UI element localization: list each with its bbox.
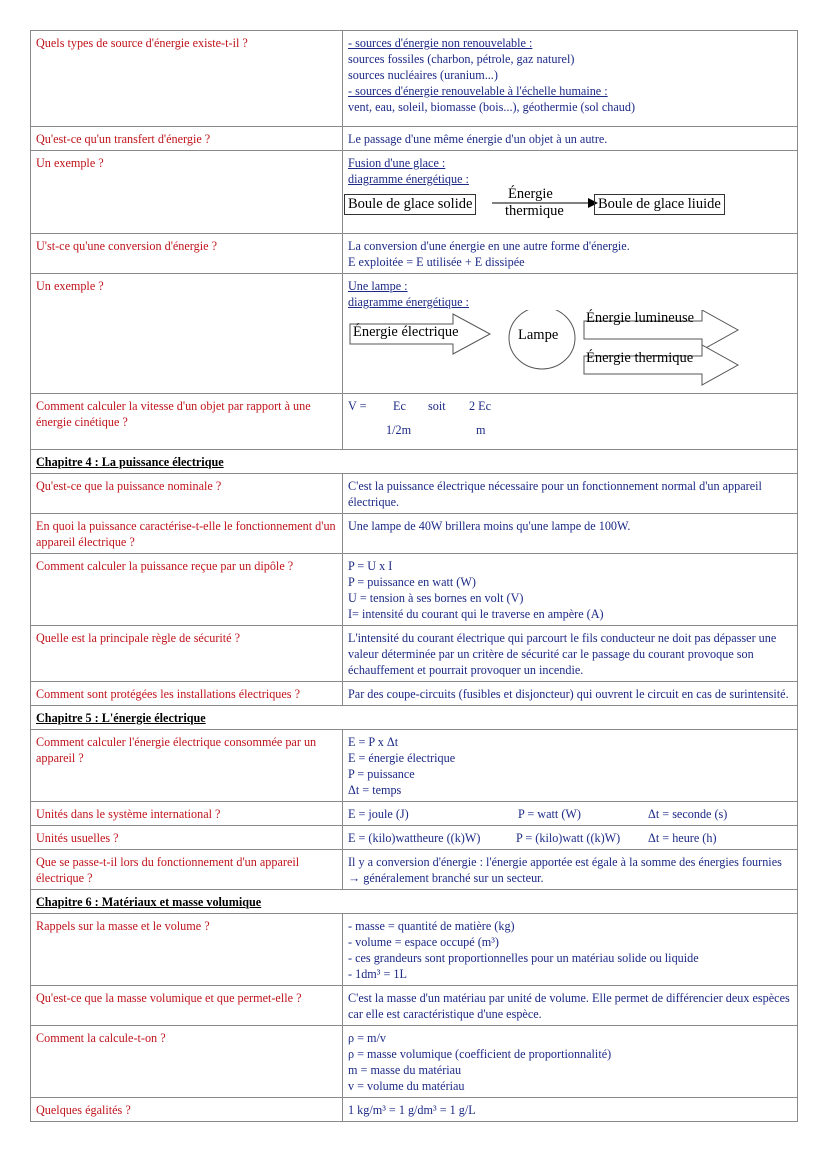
answer-cell: Par des coupe-circuits (fusibles et disjoncteur) qui ouvrent le circuit en cas de surintensité. (343, 682, 798, 706)
answer-line: ρ = m/v (348, 1031, 387, 1045)
question-cell: Unités dans le système international ? (31, 802, 343, 826)
answer-line: U = tension à ses bornes en volt (V) (348, 591, 524, 605)
answer-line: Δt = temps (348, 783, 402, 797)
chapter-heading: Chapitre 5 : L'énergie électrique (31, 706, 798, 730)
formula-part: 1/2m (386, 423, 412, 437)
question-cell: Comment calculer la vitesse d'un objet par rapport à une énergie cinétique ? (31, 394, 343, 450)
table-row (31, 826, 798, 850)
question-cell: Qu'est-ce que la puissance nominale ? (31, 474, 343, 514)
answer-cell (343, 802, 798, 826)
answer-cell (343, 850, 798, 890)
question-cell: Quels types de source d'énergie existe-t-il ? (31, 31, 343, 127)
question-cell: Quelques égalités ? (31, 1098, 343, 1122)
answer-line: diagramme énergétique : (348, 172, 469, 186)
question-cell: Un exemple ? (31, 274, 343, 394)
answer-line: Fusion d'une glace : (348, 156, 446, 170)
revision-table (30, 30, 798, 1122)
answer-line: E = P x Δt (348, 735, 399, 749)
formula-part: m (476, 423, 486, 437)
answer-cell: Le passage d'une même énergie d'un objet à un autre. (343, 127, 798, 151)
unit-value: E = (kilo)wattheure ((k)W) (348, 831, 481, 845)
chapter-heading: Chapitre 4 : La puissance électrique (31, 450, 798, 474)
unit-value: E = joule (J) (348, 807, 409, 821)
question-cell: Rappels sur la masse et le volume ? (31, 914, 343, 986)
answer-line: - ces grandeurs sont proportionnelles pour un matériau solide ou liquide (348, 951, 699, 965)
answer-line: La conversion d'une énergie en une autre forme d'énergie. (348, 239, 630, 253)
answer-cell (343, 1026, 798, 1098)
answer-line: m = masse du matériau (348, 1063, 462, 1077)
unit-value: P = (kilo)watt ((k)W) (516, 831, 621, 845)
conversion-arrows (348, 310, 793, 390)
diagram-box-end: Boule de glace liuide (594, 194, 725, 215)
table-row (31, 151, 798, 234)
answer-line: P = puissance en watt (W) (348, 575, 476, 589)
table-row (31, 234, 798, 274)
answer-line: P = puissance (348, 767, 415, 781)
table-row (31, 890, 798, 914)
transfer-diagram (348, 188, 793, 230)
table-row (31, 474, 798, 514)
question-cell: En quoi la puissance caractérise-t-elle le fonctionnement d'un appareil électrique ? (31, 514, 343, 554)
table-row (31, 1098, 798, 1122)
answer-line: Une lampe : (348, 279, 408, 293)
question-cell: U'st-ce qu'une conversion d'énergie ? (31, 234, 343, 274)
answer-line: v = volume du matériau (348, 1079, 465, 1093)
unit-value: Δt = heure (h) (648, 831, 717, 845)
answer-cell: C'est la puissance électrique nécessaire pour un fonctionnement normal d'un appareil électrique. (343, 474, 798, 514)
answer-line: P = U x I (348, 559, 393, 573)
answer-line: - sources d'énergie renouvelable à l'échelle humaine : (348, 84, 608, 98)
conversion-diagram (348, 310, 793, 390)
answer-line: - masse = quantité de matière (kg) (348, 919, 515, 933)
table-row (31, 514, 798, 554)
table-row (31, 682, 798, 706)
diagram-output-label: Énergie thermique (586, 350, 694, 366)
answer-line: - volume = espace occupé (m³) (348, 935, 499, 949)
units-line (348, 830, 793, 846)
answer-line: vent, eau, soleil, biomasse (bois...), géothermie (sol chaud) (348, 100, 636, 114)
question-cell: Comment sont protégées les installations électriques ? (31, 682, 343, 706)
chapter-heading: Chapitre 6 : Matériaux et masse volumique (31, 890, 798, 914)
answer-line: I= intensité du courant qui le traverse en ampère (A) (348, 607, 604, 621)
question-cell: Comment calculer la puissance reçue par un dipôle ? (31, 554, 343, 626)
answer-cell (343, 394, 798, 450)
speed-formula (348, 398, 793, 444)
formula-part: soit (428, 399, 446, 413)
arrow-icon (492, 188, 600, 218)
answer-cell: 1 kg/m³ = 1 g/dm³ = 1 g/L (343, 1098, 798, 1122)
answer-cell (343, 274, 798, 394)
answer-cell (343, 234, 798, 274)
answer-line: E = énergie électrique (348, 751, 456, 765)
answer-cell (343, 31, 798, 127)
answer-cell (343, 914, 798, 986)
table-row (31, 554, 798, 626)
question-cell: Qu'est-ce qu'un transfert d'énergie ? (31, 127, 343, 151)
formula-part: 2 Ec (469, 399, 491, 413)
answer-cell (343, 730, 798, 802)
table-row (31, 274, 798, 394)
answer-cell (343, 826, 798, 850)
question-cell: Quelle est la principale règle de sécurité ? (31, 626, 343, 682)
table-row (31, 127, 798, 151)
question-cell: Que se passe-t-il lors du fonctionnement d'un appareil électrique ? (31, 850, 343, 890)
answer-line: → généralement branché sur un secteur. (348, 871, 544, 885)
diagram-energy-label: thermique (505, 203, 564, 219)
question-cell: Un exemple ? (31, 151, 343, 234)
diagram-input-label: Énergie électrique (353, 324, 459, 340)
table-row (31, 986, 798, 1026)
table-row (31, 394, 798, 450)
diagram-lamp-label: Lampe (518, 327, 559, 343)
table-row (31, 626, 798, 682)
answer-cell (343, 151, 798, 234)
table-row (31, 706, 798, 730)
table-row (31, 914, 798, 986)
formula-part: Ec (393, 399, 406, 413)
question-cell: Unités usuelles ? (31, 826, 343, 850)
unit-value: P = watt (W) (518, 807, 581, 821)
question-cell: Qu'est-ce que la masse volumique et que permet-elle ? (31, 986, 343, 1026)
question-cell: Comment calculer l'énergie électrique consommée par un appareil ? (31, 730, 343, 802)
question-cell: Comment la calcule-t-on ? (31, 1026, 343, 1098)
answer-cell: C'est la masse d'un matériau par unité de volume. Elle permet de différencier deux espèces car elle est caractéristique d'une espèce. (343, 986, 798, 1026)
table-row (31, 450, 798, 474)
table-row (31, 802, 798, 826)
diagram-output-label: Énergie lumineuse (586, 310, 695, 326)
answer-cell: Une lampe de 40W brillera moins qu'une lampe de 100W. (343, 514, 798, 554)
unit-value: Δt = seconde (s) (648, 807, 728, 821)
answer-line: E exploitée = E utilisée + E dissipée (348, 255, 525, 269)
table-row (31, 850, 798, 890)
answer-line: - sources d'énergie non renouvelable : (348, 36, 533, 50)
answer-line: - 1dm³ = 1L (348, 967, 407, 981)
diagram-energy-label: Énergie (508, 186, 553, 202)
answer-line: Il y a conversion d'énergie : l'énergie apportée est égale à la somme des énergies fournies (348, 855, 782, 869)
answer-cell (343, 554, 798, 626)
table-row (31, 31, 798, 127)
diagram-box-start: Boule de glace solide (344, 194, 476, 215)
answer-line: ρ = masse volumique (coefficient de proportionnalité) (348, 1047, 612, 1061)
units-line (348, 806, 793, 822)
table-row (31, 1026, 798, 1098)
answer-line: sources fossiles (charbon, pétrole, gaz naturel) (348, 52, 575, 66)
answer-cell: L'intensité du courant électrique qui parcourt le fils conducteur ne doit pas dépasser une valeur déterminée par un critère de sécurité car le passage du courant provoque son échauffement et pourrait provoquer un incendie. (343, 626, 798, 682)
table-row (31, 730, 798, 802)
formula-part: V = (348, 399, 367, 413)
answer-line: sources nucléaires (uranium...) (348, 68, 498, 82)
answer-line: diagramme énergétique : (348, 295, 469, 309)
